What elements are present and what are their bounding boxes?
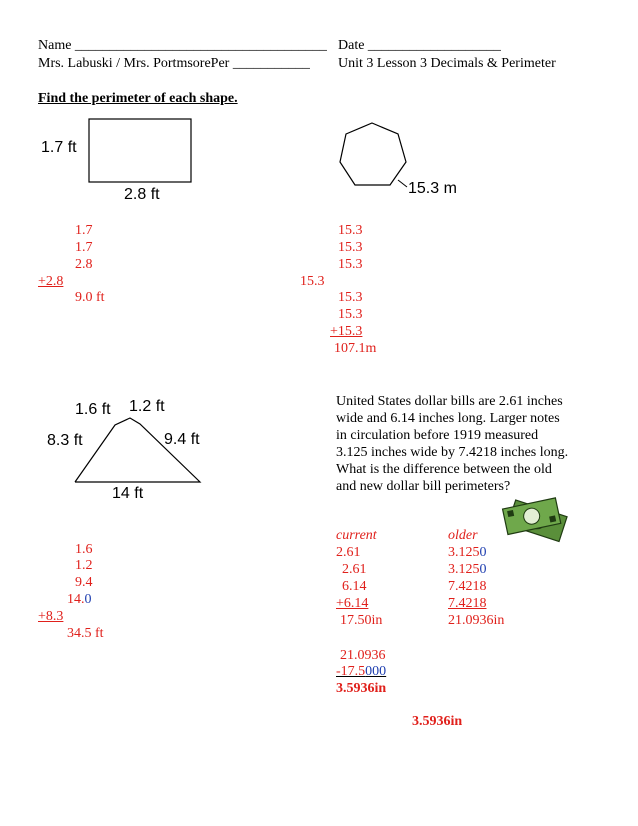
trapezoid-shape	[75, 418, 200, 482]
heptagon-side-label: 15.3 m	[408, 180, 457, 197]
hept-work-line: 15.3	[300, 274, 325, 289]
rectangle-figure	[30, 110, 210, 210]
rect-work-line: 2.8	[75, 257, 93, 272]
rectangle-side-label: 1.7 ft	[41, 139, 77, 156]
hept-work-line: 15.3	[338, 290, 363, 305]
final-answer: 3.5936in	[412, 714, 463, 729]
current-value: 2.61	[336, 545, 361, 560]
rect-work-line: 1.7	[75, 223, 93, 238]
trapezoid-bottom-label: 14 ft	[112, 485, 144, 502]
date-line: Date ___________________	[338, 38, 501, 53]
rectangle-bottom-label: 2.8 ft	[124, 186, 160, 203]
rect-work-answer: 9.0 ft	[75, 290, 105, 305]
trapezoid-figure	[60, 410, 250, 490]
unit-title: Unit 3 Lesson 3 Decimals & Perimeter	[338, 56, 556, 71]
trap-work-line: 1.2	[75, 558, 93, 573]
trap-work-whole: 14.	[67, 592, 85, 607]
heptagon-figure	[330, 115, 420, 200]
trap-work-line: +8.3	[38, 609, 64, 624]
trapezoid-top-left-label: 1.6 ft	[75, 401, 111, 418]
trap-work-line-14	[67, 592, 92, 608]
teacher-line: Mrs. Labuski / Mrs. PortmsorePer ___________	[38, 56, 310, 71]
current-total: 17.50in	[340, 613, 383, 628]
trap-work-line: 9.4	[75, 575, 93, 590]
older-value: 7.4218	[448, 579, 487, 594]
trap-work-zero: 0	[84, 592, 92, 607]
current-value: +6.14	[336, 596, 369, 611]
hept-work-line: +15.3	[330, 324, 363, 339]
hept-work-line: 15.3	[338, 240, 363, 255]
subtraction-minuend: 21.0936	[340, 648, 386, 663]
hept-work-line: 15.3	[338, 223, 363, 238]
hept-work-line: 15.3	[338, 307, 363, 322]
trapezoid-top-right-label: 1.2 ft	[129, 398, 165, 415]
older-value-zero: 0	[479, 562, 487, 577]
older-label: older	[448, 528, 478, 543]
older-value-digits: 3.125	[448, 545, 480, 560]
older-total: 21.0936in	[448, 613, 505, 628]
hept-work-line: 15.3	[338, 257, 363, 272]
trapezoid-right-label: 9.4 ft	[164, 431, 200, 448]
subtraction-subtrahend	[336, 664, 386, 680]
subtrahend-digits: -17.5	[336, 664, 366, 679]
hept-work-answer: 107.1m	[334, 341, 377, 356]
trapezoid-left-label: 8.3 ft	[47, 432, 83, 449]
current-label: current	[336, 528, 377, 543]
name-line: Name ____________________________________	[38, 38, 327, 53]
instructions: Find the perimeter of each shape.	[38, 91, 238, 106]
older-value-digits: 3.125	[448, 562, 480, 577]
heptagon-pointer	[398, 180, 407, 187]
older-value-width	[448, 562, 487, 578]
current-value: 2.61	[342, 562, 367, 577]
rect-work-line: 1.7	[75, 240, 93, 255]
subtrahend-zeros: 000	[365, 664, 387, 679]
older-value-zero: 0	[479, 545, 487, 560]
current-value: 6.14	[342, 579, 367, 594]
trap-work-line: 1.6	[75, 542, 93, 557]
heptagon-shape	[340, 123, 406, 185]
rect-work-line: +2.8	[38, 274, 64, 289]
older-value: 7.4218	[448, 596, 487, 611]
rectangle-shape	[89, 119, 191, 182]
money-icon	[500, 494, 575, 549]
trap-work-answer: 34.5 ft	[67, 626, 104, 641]
subtraction-result: 3.5936in	[336, 681, 387, 696]
word-problem-text: United States dollar bills are 2.61 inches wide and 6.14 inches long. Larger notes in circulation before 1919 measured 3.125 inches wide by 7.4218 inches long. What is the difference between the old and new dollar bill perimeters?	[336, 394, 569, 494]
older-value-width	[448, 545, 487, 561]
